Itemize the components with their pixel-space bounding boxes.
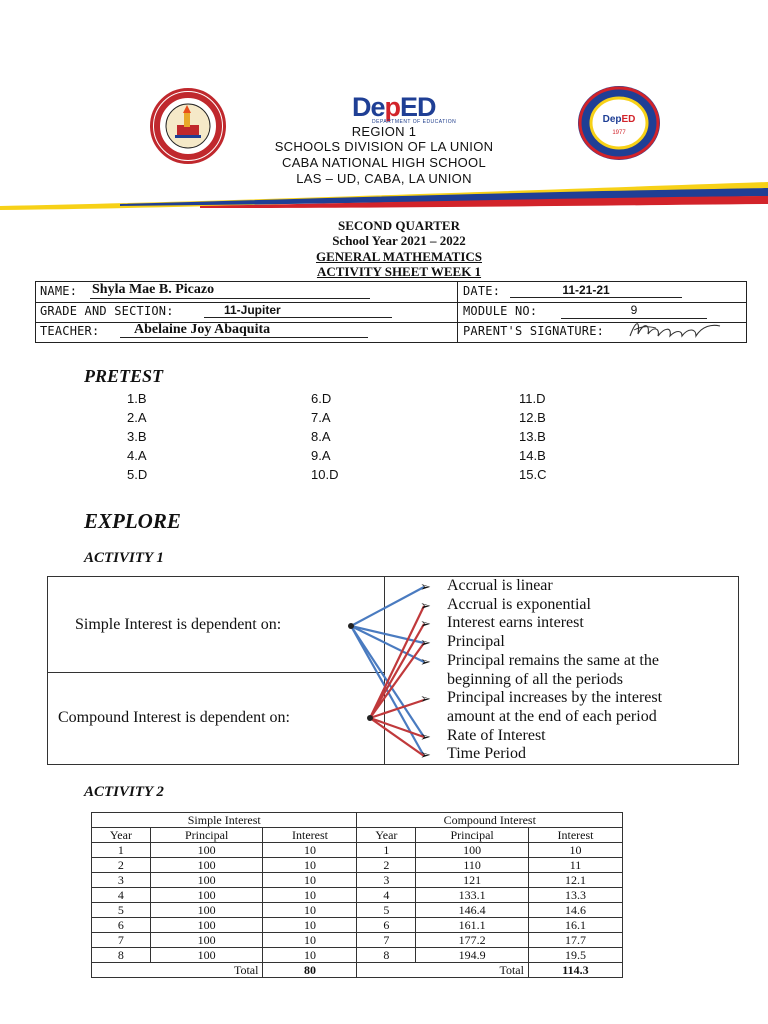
pretest-answer: 11.D [519, 391, 546, 406]
column-header: Year [357, 828, 416, 843]
table-cell: 194.9 [416, 948, 529, 963]
pretest-answer: 6.D [311, 391, 332, 406]
table-cell: 161.1 [416, 918, 529, 933]
table-row [92, 843, 623, 858]
date-value[interactable]: 11-21-21 [510, 282, 682, 298]
column-header: Interest [528, 828, 622, 843]
total-label: Total [150, 963, 263, 978]
pretest-answer: 10.D [311, 467, 339, 482]
table-cell: 19.5 [528, 948, 622, 963]
table-cell: 5 [357, 903, 416, 918]
table-cell: 12.1 [528, 873, 622, 888]
table-column-header-row [92, 828, 623, 843]
table-cell: 10 [263, 873, 357, 888]
compound-interest-label: Compound Interest is dependent on: [58, 709, 290, 726]
table-cell: 4 [357, 888, 416, 903]
arrow-bullet-icon: ➢ [420, 616, 431, 632]
compound-interest-header: Compound Interest [357, 813, 623, 828]
activity1-option: Accrual is linear [447, 577, 553, 594]
pretest-answer: 1.B [127, 391, 147, 406]
column-header: Year [92, 828, 151, 843]
table-cell: 10 [263, 918, 357, 933]
table-cell: 100 [150, 873, 263, 888]
table-row [92, 918, 623, 933]
region-line: REGION 1 [351, 124, 417, 139]
table-cell: 100 [150, 903, 263, 918]
activity1-option: Principal [447, 633, 505, 651]
address-line: LAS – UD, CABA, LA UNION [296, 171, 472, 186]
activity1-option: amount at the end of each period [447, 707, 657, 725]
table-cell: 7 [92, 933, 151, 948]
table-cell: 2 [92, 858, 151, 873]
table-header-group-row [92, 813, 623, 828]
activity1-option: Time Period [447, 745, 526, 763]
table-cell: 17.7 [528, 933, 622, 948]
table-cell: 146.4 [416, 903, 529, 918]
table-cell: 4 [92, 888, 151, 903]
activity1-option: Principal remains the same at the [447, 651, 659, 669]
table-cell [92, 963, 151, 978]
table-cell: 10 [263, 888, 357, 903]
table-row [92, 948, 623, 963]
table-cell: 10 [263, 903, 357, 918]
name-label: NAME: [40, 284, 78, 298]
activity2-table [91, 812, 623, 977]
pretest-answer: 13.B [519, 429, 546, 444]
column-header: Interest [263, 828, 357, 843]
table-cell: 100 [150, 918, 263, 933]
pretest-answer: 15.C [519, 467, 547, 482]
activity1-option: Principal increases by the interest [447, 689, 663, 707]
explore-title: EXPLORE [84, 509, 181, 533]
table-row [92, 933, 623, 948]
table-cell: 10 [263, 933, 357, 948]
deped-subtitle: DEPARTMENT OF EDUCATION [372, 119, 457, 125]
table-cell: 7 [357, 933, 416, 948]
total-value: 80 [263, 963, 357, 978]
table-cell: 2 [357, 858, 416, 873]
pretest-answer: 2.A [127, 410, 147, 425]
table-cell: 100 [416, 843, 529, 858]
activity1-option: beginning of all the periods [447, 670, 623, 688]
activity1-option: Rate of Interest [447, 726, 546, 744]
total-value: 114.3 [528, 963, 622, 978]
arrow-bullet-icon: ➢ [420, 597, 431, 613]
subject-title: GENERAL MATHEMATICS [315, 249, 482, 264]
svg-text:DepED: DepED [602, 114, 636, 125]
table-row [92, 873, 623, 888]
pretest-answer: 12.B [519, 410, 546, 425]
module-value[interactable]: 9 [561, 302, 707, 319]
table-row [92, 903, 623, 918]
activity1-option: Accrual is exponential [447, 595, 591, 613]
table-cell: 10 [528, 843, 622, 858]
total-label: Total [416, 963, 529, 978]
module-label: MODULE NO: [463, 304, 538, 318]
table-cell: 10 [263, 948, 357, 963]
table-cell: 3 [357, 873, 416, 888]
pretest-title: PRETEST [84, 366, 164, 386]
activity2-title: ACTIVITY 2 [84, 784, 164, 800]
table-row [92, 888, 623, 903]
table-cell: 100 [150, 888, 263, 903]
teacher-value[interactable]: Abelaine Joy Abaquita [120, 322, 368, 338]
arrow-bullet-icon: ➢ [420, 728, 431, 744]
column-header: Principal [416, 828, 529, 843]
table-cell: 177.2 [416, 933, 529, 948]
table-cell: 13.3 [528, 888, 622, 903]
date-label: DATE: [463, 284, 501, 298]
table-cell: 10 [263, 858, 357, 873]
table-cell: 8 [357, 948, 416, 963]
pretest-answer: 5.D [127, 467, 148, 482]
table-cell: 100 [150, 843, 263, 858]
table-cell: 1 [92, 843, 151, 858]
arrow-bullet-icon: ➢ [420, 747, 431, 763]
pretest-answer: 8.A [311, 429, 331, 444]
activity1-option: Interest earns interest [447, 614, 584, 632]
table-cell: 6 [92, 918, 151, 933]
deped-logo: DepED [352, 92, 436, 122]
arrow-bullet-icon: ➢ [420, 579, 431, 594]
table-cell: 16.1 [528, 918, 622, 933]
arrow-bullet-icon: ➢ [420, 691, 431, 707]
arrow-bullet-icon: ➢ [420, 653, 431, 669]
table-row [92, 858, 623, 873]
table-cell: 8 [92, 948, 151, 963]
simple-interest-header: Simple Interest [92, 813, 357, 828]
table-cell: 14.6 [528, 903, 622, 918]
table-cell: 110 [416, 858, 529, 873]
table-cell: 121 [416, 873, 529, 888]
teacher-label: TEACHER: [40, 324, 100, 338]
school-year-title: School Year 2021 – 2022 [332, 233, 466, 248]
table-cell: 100 [150, 933, 263, 948]
total-row [92, 963, 623, 978]
pretest-answer: 7.A [311, 410, 331, 425]
table-cell: 133.1 [416, 888, 529, 903]
simple-interest-label: Simple Interest is dependent on: [75, 616, 282, 633]
svg-text:1977: 1977 [612, 130, 626, 136]
pretest-answer: 4.A [127, 448, 147, 463]
division-line: SCHOOLS DIVISION OF LA UNION [274, 139, 494, 154]
table-cell: 10 [263, 843, 357, 858]
sheet-title: ACTIVITY SHEET WEEK 1 [316, 264, 482, 279]
grade-value[interactable]: 11-Jupiter [204, 302, 392, 318]
name-value[interactable]: Shyla Mae B. Picazo [90, 282, 370, 299]
column-header: Principal [150, 828, 263, 843]
parent-signature-label: PARENT'S SIGNATURE: [463, 324, 605, 338]
activity1-title: ACTIVITY 1 [84, 550, 164, 566]
table-cell: 3 [92, 873, 151, 888]
pretest-answer: 9.A [311, 448, 331, 463]
table-cell: 100 [150, 948, 263, 963]
pretest-answer: 3.B [127, 429, 147, 444]
pretest-answer: 14.B [519, 448, 546, 463]
grade-label: GRADE AND SECTION: [40, 304, 174, 318]
table-cell: 100 [150, 858, 263, 873]
table-cell [357, 963, 416, 978]
table-cell: 5 [92, 903, 151, 918]
arrow-bullet-icon: ➢ [420, 635, 431, 651]
table-cell: 6 [357, 918, 416, 933]
table-cell: 1 [357, 843, 416, 858]
school-line: CABA NATIONAL HIGH SCHOOL [282, 155, 486, 170]
table-cell: 11 [528, 858, 622, 873]
quarter-title: SECOND QUARTER [338, 218, 460, 233]
